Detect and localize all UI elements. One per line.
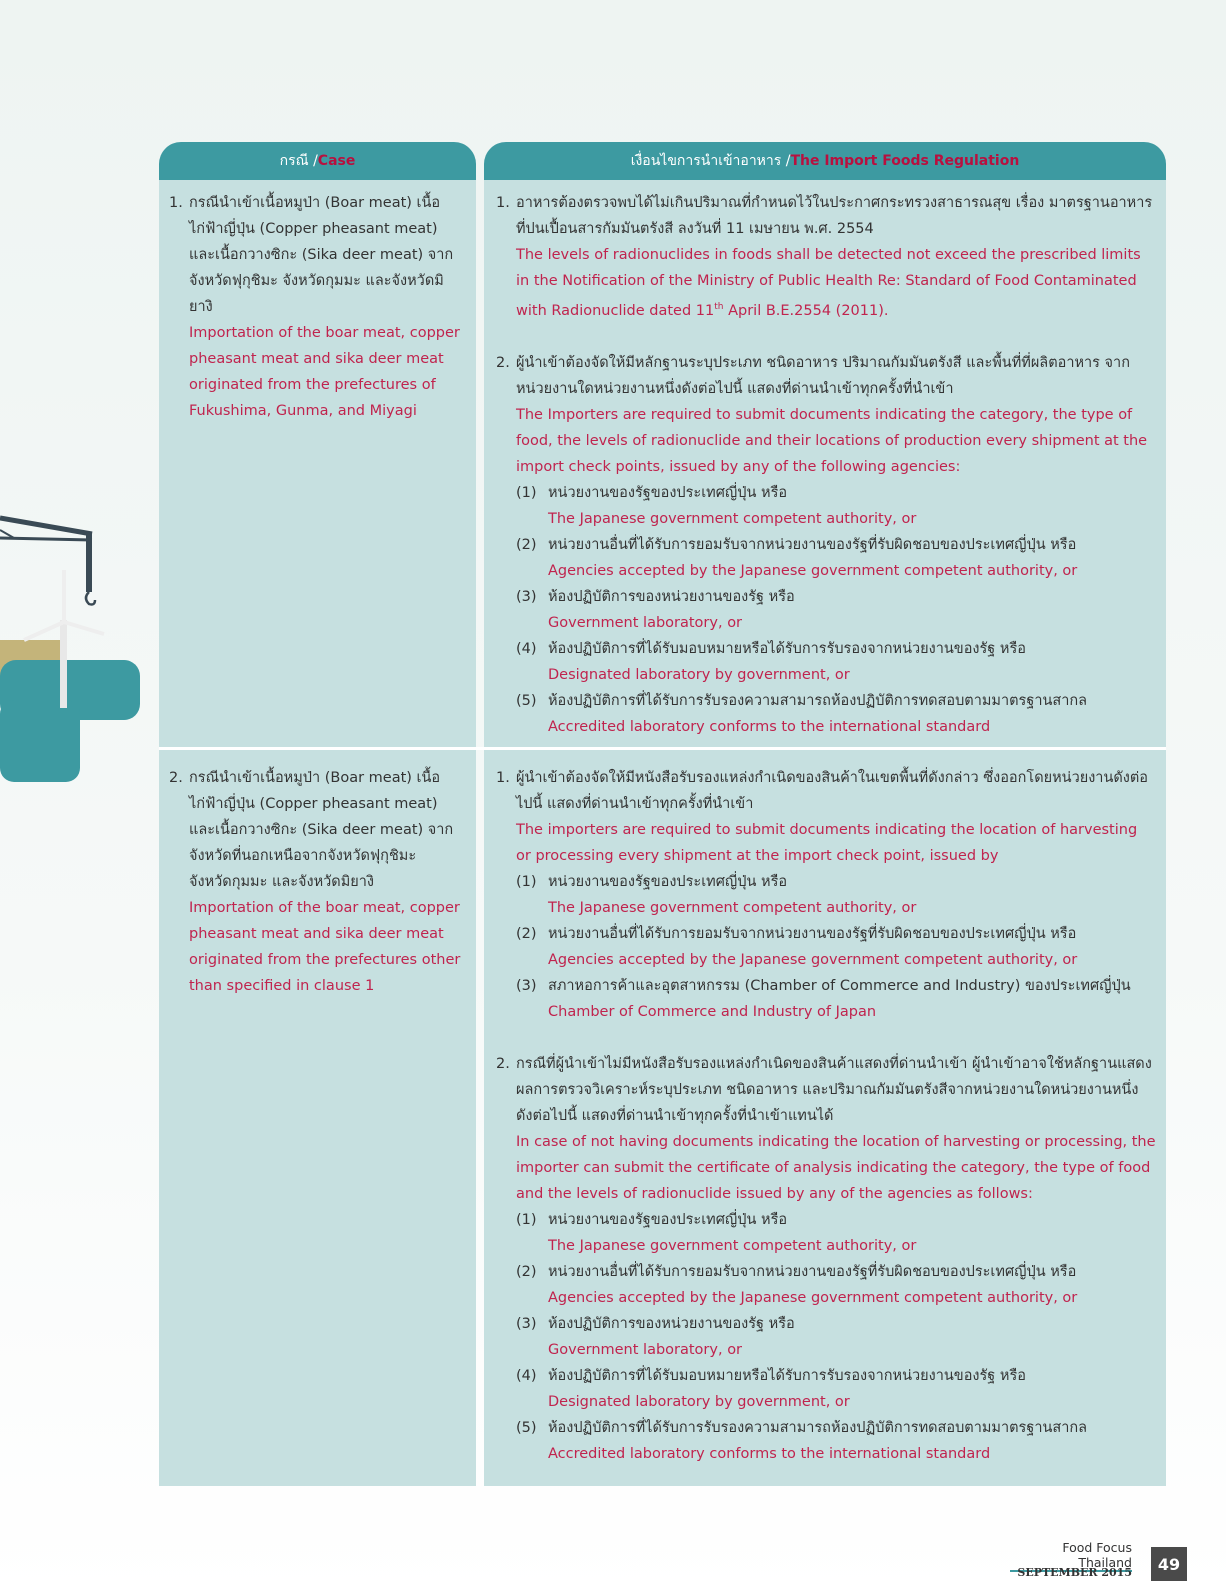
agency-number: (2) (516, 1264, 537, 1280)
case-thai-text: กรณีนำเข้าเนื้อหมูป่า (Boar meat) เนื้อไก่ฟ้าญี่ปุ่น (Copper pheasant meat) และเนื้อกวางซิกะ (Sika deer meat) จากจังหวัดฟุกุชิมะ จังหวัดกุมมะ และจังหวัดมิยางิ (189, 195, 454, 315)
agency-number: (5) (516, 1420, 537, 1436)
page-number: 49 (1151, 1547, 1187, 1581)
case-column-header (159, 142, 476, 180)
regulation-number: 1. (496, 770, 510, 786)
case-thai-text: กรณีนำเข้าเนื้อหมูป่า (Boar meat) เนื้อไก่ฟ้าญี่ปุ่น (Copper pheasant meat) และเนื้อกวางซิกะ (Sika deer meat) จากจังหวัดที่นอกเหนือจากจังหวัดฟุกุชิมะ จังหวัดกุมมะ และจังหวัดมิยางิ (189, 770, 454, 890)
regulation-number: 1. (496, 195, 510, 211)
agency-thai: หน่วยงานอื่นที่ได้รับการยอมรับจากหน่วยงานของรัฐที่รับผิดชอบของประเทศญี่ปุ่น หรือ (548, 1264, 1077, 1280)
case-number: 1. (169, 195, 183, 211)
crane-icon (0, 518, 95, 605)
agency-list-item (516, 480, 1156, 532)
case-row-2 (169, 765, 461, 999)
regulation-english-text: The importers are required to submit documents indicating the location of harvesting or processing every shipment at the import check point, issued by (516, 822, 1138, 864)
agency-thai: ห้องปฏิบัติการที่ได้รับการรับรองความสามารถห้องปฏิบัติการทดสอบตามมาตรฐานสากล (548, 692, 1088, 709)
agency-english: The Japanese government competent authority, or (548, 1238, 917, 1254)
regulation-thai-text: กรณีที่ผู้นำเข้าไม่มีหนังสือรับรองแหล่งกำเนิดของสินค้าแสดงที่ด่านนำเข้า ผู้นำเข้าอาจใช้หลักฐานแสดงผลการตรวจวิเคราะห์ระบุประเภท ชนิดอาหาร และปริมาณกัมมันตรังสีจากหน่วยงานใดหน่วยงานหนึ่ง ดังต่อไปนี้ แสดงที่ด่านนำเข้าทุกครั้งที่นำเข้าแทนได้ (516, 1056, 1152, 1124)
agency-list-item (516, 1207, 1156, 1259)
regulation-number: 2. (496, 354, 510, 371)
agency-number: (4) (516, 1368, 537, 1384)
agency-number: (4) (516, 640, 537, 657)
agency-list-item (516, 869, 1156, 921)
agency-number: (2) (516, 926, 537, 942)
agency-list-item (516, 921, 1156, 973)
agency-list-item (516, 688, 1156, 740)
date-superscript: th (714, 302, 724, 312)
agency-english: The Japanese government competent authority, or (548, 900, 917, 916)
agency-thai: สภาหอการค้าและอุตสาหกรรม (Chamber of Commerce and Industry) ของประเทศญี่ปุ่น (548, 978, 1131, 994)
regulation-english-text (516, 242, 1156, 324)
agency-english: Designated laboratory by government, or (548, 666, 850, 683)
regulation-item (496, 1051, 1156, 1467)
agency-thai: ห้องปฏิบัติการของหน่วยงานของรัฐ หรือ (548, 1316, 795, 1332)
agency-english: Government laboratory, or (548, 614, 743, 631)
agency-number: (3) (516, 1316, 537, 1332)
agency-list-item (516, 584, 1156, 636)
agency-thai: ห้องปฏิบัติการที่ได้รับมอบหมายหรือได้รับการรับรองจากหน่วยงานของรัฐ หรือ (548, 640, 1026, 657)
agency-english: Designated laboratory by government, or (548, 1394, 850, 1410)
agency-english: Accredited laboratory conforms to the international standard (548, 1446, 991, 1462)
agency-english: The Japanese government competent authority, or (548, 510, 917, 527)
row-divider (159, 747, 1166, 750)
regulation-item (496, 190, 1156, 324)
agency-list-item (516, 1415, 1156, 1467)
agency-number: (3) (516, 588, 537, 605)
agency-english: Agencies accepted by the Japanese government competent authority, or (548, 952, 1078, 968)
regulation-header-english: The Import Foods Regulation (790, 153, 1020, 169)
agency-english: Agencies accepted by the Japanese government competent authority, or (548, 1290, 1078, 1306)
agency-list-item (516, 973, 1156, 1025)
agency-list-item (516, 636, 1156, 688)
agency-number: (2) (516, 536, 537, 553)
agency-thai: หน่วยงานอื่นที่ได้รับการยอมรับจากหน่วยงานของรัฐที่รับผิดชอบของประเทศญี่ปุ่น หรือ (548, 536, 1077, 553)
magazine-name: Food Focus Thailand (1010, 1540, 1132, 1572)
agency-thai: ห้องปฏิบัติการที่ได้รับการรับรองความสามารถห้องปฏิบัติการทดสอบตามมาตรฐานสากล (548, 1420, 1088, 1436)
agency-english: Accredited laboratory conforms to the international standard (548, 718, 991, 735)
agency-english: Agencies accepted by the Japanese government competent authority, or (548, 562, 1078, 579)
crane-illustration (0, 0, 150, 800)
agency-english: Chamber of Commerce and Industry of Japan (548, 1004, 877, 1020)
agency-list-item (516, 532, 1156, 584)
case-row-1 (169, 190, 461, 424)
regulation-row-2 (496, 765, 1156, 1467)
case-header-english: Case (317, 153, 356, 169)
agency-list-item (516, 1311, 1156, 1363)
agency-number: (3) (516, 978, 537, 994)
regulation-row-1 (496, 190, 1156, 740)
agency-thai: หน่วยงานของรัฐของประเทศญี่ปุ่น หรือ (548, 1212, 788, 1228)
agency-number: (1) (516, 1212, 537, 1228)
regulation-english-text: The Importers are required to submit documents indicating the category, the type of food, the levels of radionuclide and their locations of production every shipment at the import check points, issued by any of the following agencies: (516, 406, 1148, 475)
agency-thai: หน่วยงานของรัฐของประเทศญี่ปุ่น หรือ (548, 484, 788, 501)
regulation-english-main: The levels of radionuclides in foods shall be detected not exceed the prescribed limits in the Notification of the Ministry of Public Health Re: Standard of Food Contaminated with Radionuclide dated 11 (516, 247, 1141, 319)
agency-thai: ห้องปฏิบัติการที่ได้รับมอบหมายหรือได้รับการรับรองจากหน่วยงานของรัฐ หรือ (548, 1368, 1026, 1384)
agency-number: (1) (516, 484, 537, 501)
case-english-text: Importation of the boar meat, copper pheasant meat and sika deer meat originated from the prefectures of Fukushima, Gunma, and Miyagi (189, 325, 460, 419)
agency-number: (5) (516, 692, 537, 709)
agency-list-item (516, 1363, 1156, 1415)
regulation-item (496, 765, 1156, 1025)
case-header-thai: กรณี / (279, 153, 318, 169)
teal-block-lower (0, 700, 80, 782)
regulation-thai-text: ผู้นำเข้าต้องจัดให้มีหลักฐานระบุประเภท ชนิดอาหาร ปริมาณกัมมันตรังสี และพื้นที่ที่ผลิตอาหาร จากหน่วยงานใดหน่วยงานหนึ่งดังต่อไปนี้ แสดงที่ด่านนำเข้าทุกครั้งที่นำเข้า (516, 354, 1130, 397)
regulation-thai-text: อาหารต้องตรวจพบได้ไม่เกินปริมาณที่กำหนดไว้ในประกาศกระทรวงสาธารณสุข เรื่อง มาตรฐานอาหารที่ปนเปื้อนสารกัมมันตรังสี ลงวันที่ 11 เมษายน พ.ศ. 2554 (516, 195, 1153, 237)
regulation-item (496, 350, 1156, 740)
regulation-number: 2. (496, 1056, 510, 1072)
agency-number: (1) (516, 874, 537, 890)
regulation-column-header (484, 142, 1166, 180)
regulation-english-text: In case of not having documents indicating the location of harvesting or processing, the importer can submit the certificate of analysis indicating the category, the type of food and the levels of radionuclide issued by any of the agencies as follows: (516, 1134, 1156, 1202)
agency-thai: ห้องปฏิบัติการของหน่วยงานของรัฐ หรือ (548, 588, 795, 605)
issue-date: SEPTEMBER 2015 (1017, 1566, 1132, 1579)
case-english-text: Importation of the boar meat, copper pheasant meat and sika deer meat originated from the prefectures other than specified in clause 1 (189, 900, 461, 994)
agency-thai: หน่วยงานอื่นที่ได้รับการยอมรับจากหน่วยงานของรัฐที่รับผิดชอบของประเทศญี่ปุ่น หรือ (548, 926, 1077, 942)
agency-list-item (516, 1259, 1156, 1311)
regulation-header-thai: เงื่อนไขการนำเข้าอาหาร / (630, 153, 791, 169)
regulation-thai-text: ผู้นำเข้าต้องจัดให้มีหนังสือรับรองแหล่งกำเนิดของสินค้าในเขตพื้นที่ดังกล่าว ซึ่งออกโดยหน่วยงานดังต่อไปนี้ แสดงที่ด่านนำเข้าทุกครั้งที่นำเข้า (516, 770, 1148, 812)
regulation-english-tail: April B.E.2554 (2011). (723, 302, 889, 319)
agency-english: Government laboratory, or (548, 1342, 743, 1358)
case-number: 2. (169, 770, 183, 786)
agency-thai: หน่วยงานของรัฐของประเทศญี่ปุ่น หรือ (548, 874, 788, 890)
